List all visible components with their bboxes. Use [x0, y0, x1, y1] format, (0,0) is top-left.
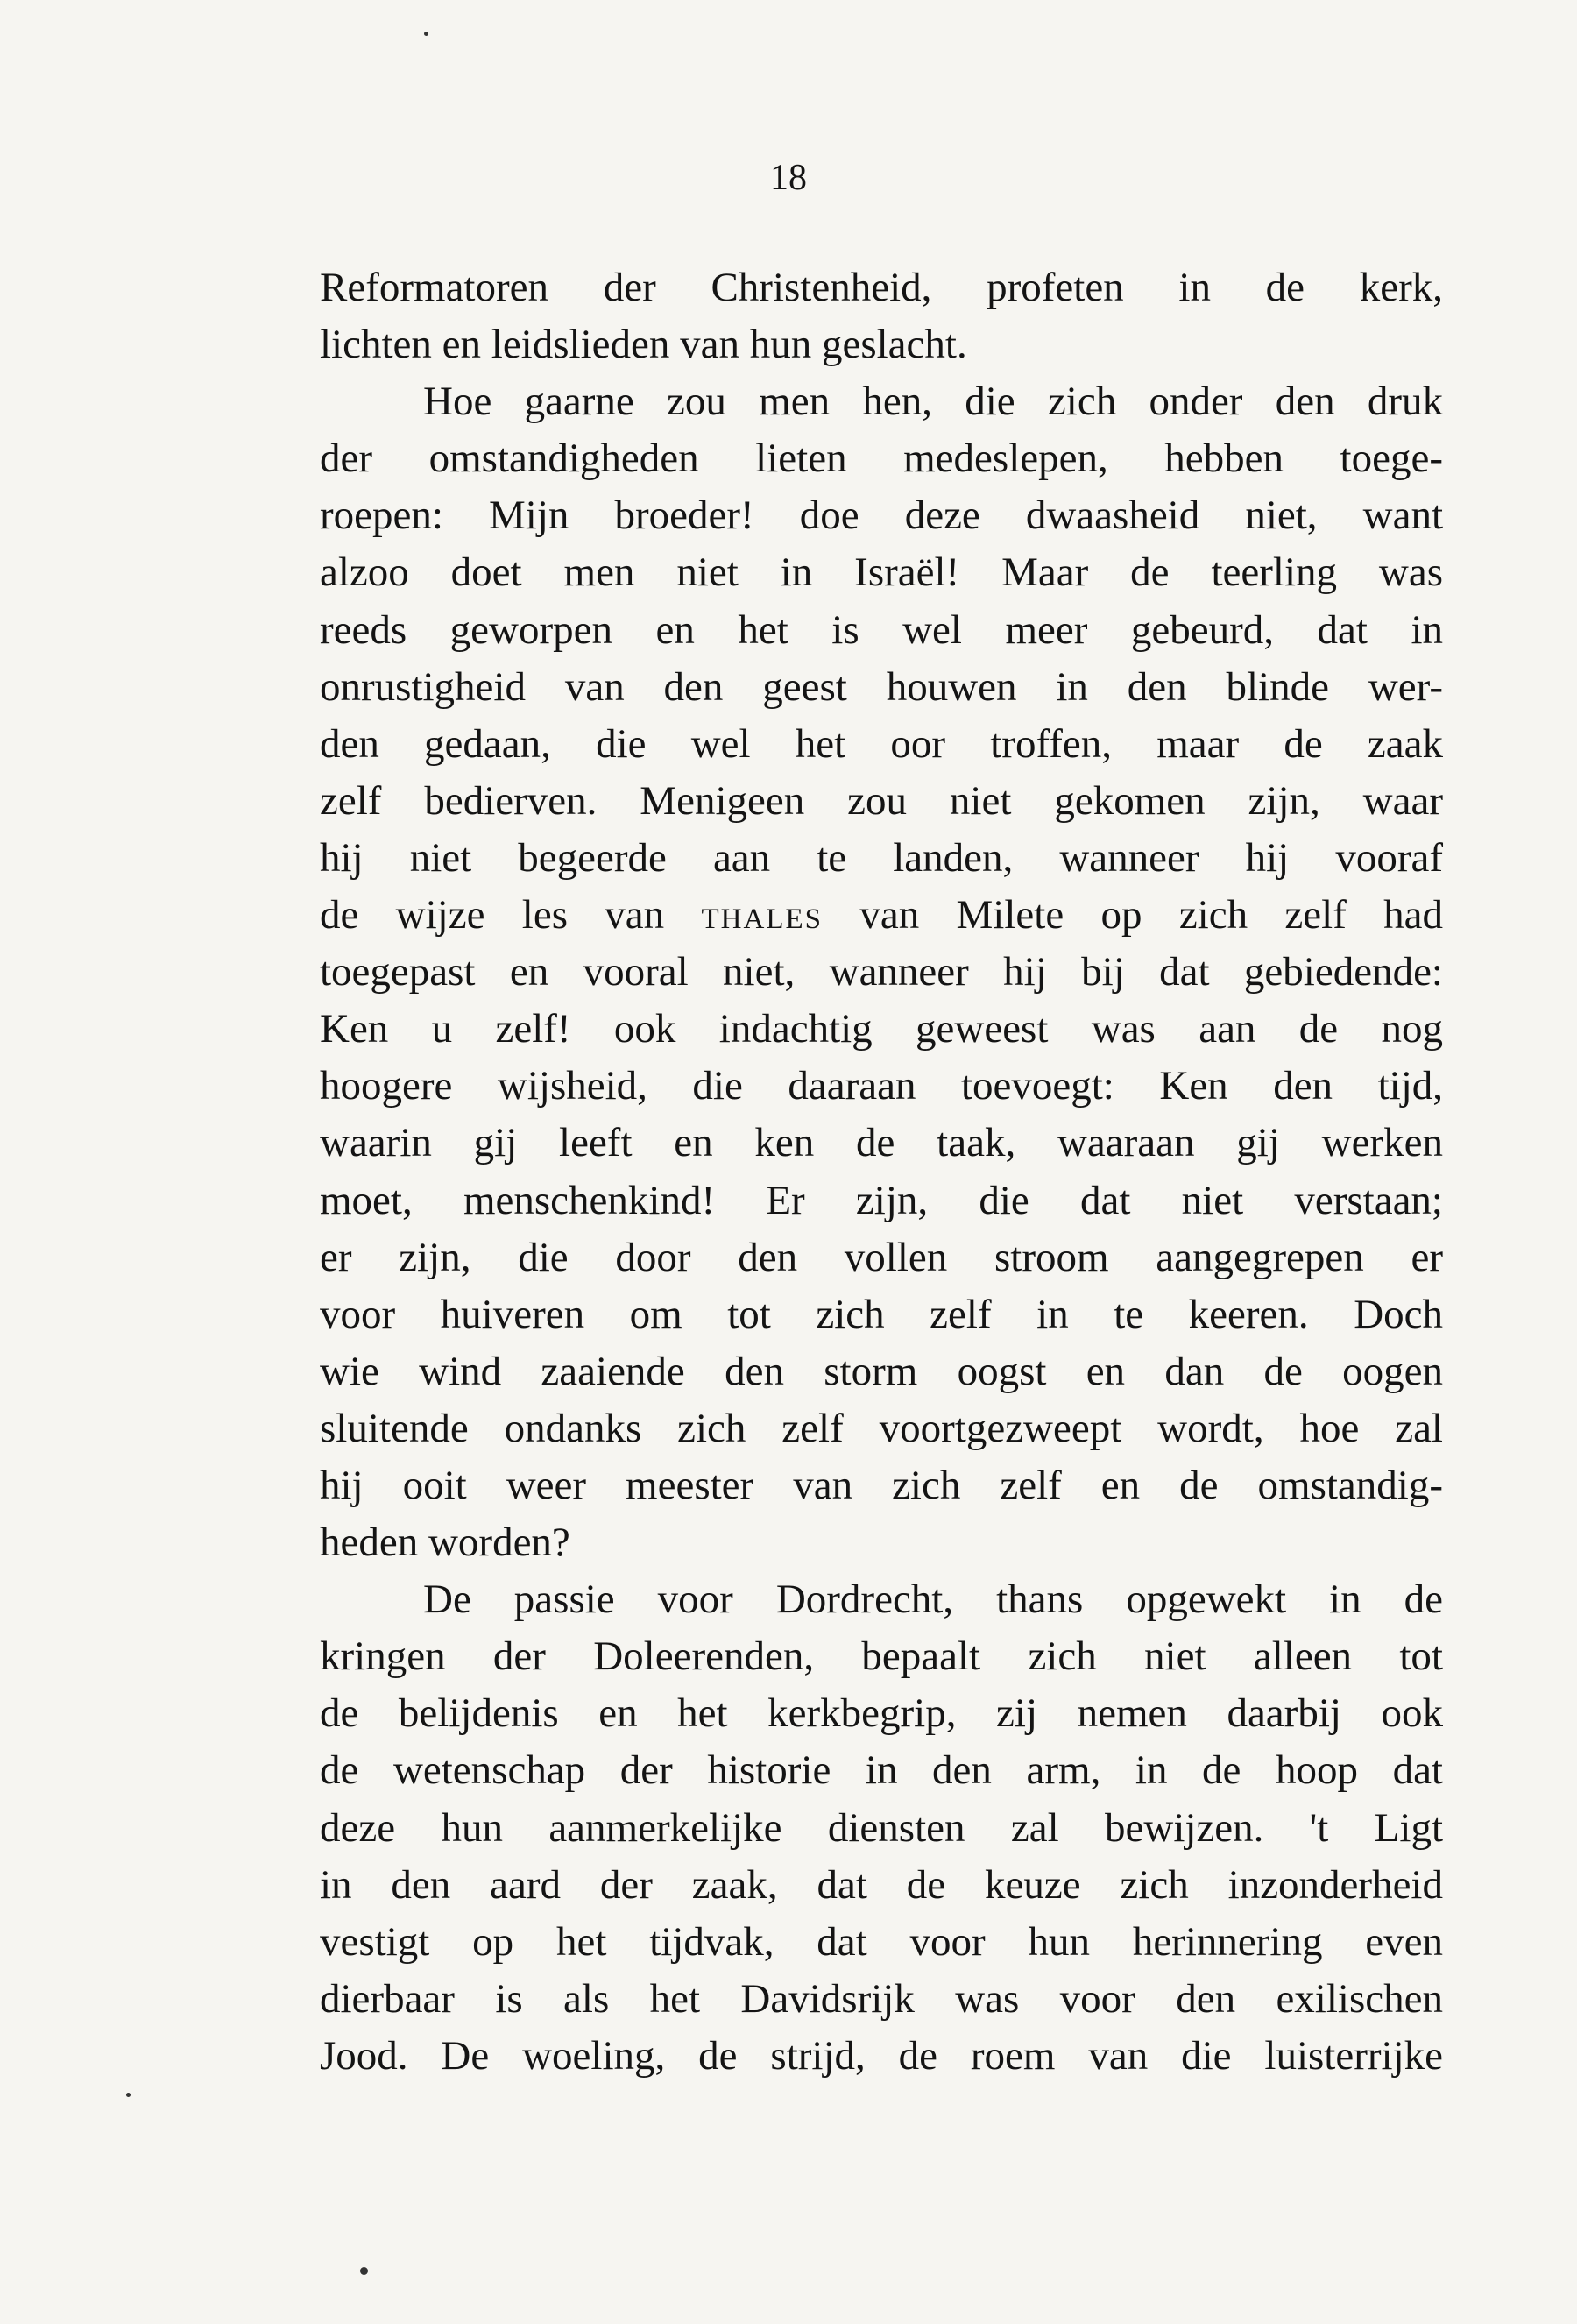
text-line: heden worden?	[320, 1520, 570, 1566]
text-line: deze hun aanmerkelijke diensten zal bewijzen. 't Ligt	[320, 1804, 1443, 1851]
paper-speck	[126, 2093, 131, 2097]
text-fragment: van Milete op zich zelf had	[859, 892, 1444, 939]
text-line: dierbaar is als het Davidsrijk was voor den exilischen	[320, 1975, 1443, 2022]
text-line: alzoo doet men niet in Israël! Maar de teerling was	[320, 549, 1443, 596]
text-line: er zijn, die door den vollen stroom aangegrepen er	[320, 1234, 1443, 1280]
text-line: kringen der Doleerenden, bepaalt zich niet alleen tot	[320, 1633, 1443, 1680]
text-line: onrustigheid van den geest houwen in den blinde wer-	[320, 663, 1443, 710]
text-line: sluitende ondanks zich zelf voortgezweept wordt, hoe zal	[320, 1405, 1443, 1451]
text-line: de wetenschap der historie in den arm, in de hoop dat	[320, 1747, 1443, 1794]
page-number: 18	[770, 158, 807, 198]
text-line: hij ooit weer meester van zich zelf en de omstandig-	[320, 1462, 1443, 1508]
text-line: Jood. De woeling, de strijd, de roem van die luisterrijke	[320, 2032, 1443, 2079]
paper-speck	[360, 2267, 368, 2275]
text-line: de belijdenis en het kerkbegrip, zij nemen daarbij ook	[320, 1690, 1443, 1737]
text-line: roepen: Mijn broeder! doe deze dwaasheid niet, want	[320, 492, 1443, 539]
small-caps-name: thales	[701, 892, 823, 939]
text-line: vestigt op het tijdvak, dat voor hun herinnering even	[320, 1918, 1443, 1965]
text-line: Reformatoren der Christenheid, profeten in de kerk,	[320, 265, 1443, 310]
text-line: wie wind zaaiende den storm oogst en dan de oogen	[320, 1348, 1443, 1394]
text-line: voor huiveren om tot zich zelf in te keeren. Doch	[320, 1291, 1443, 1337]
body-text	[320, 259, 1443, 2085]
text-line: zelf bedierven. Menigeen zou niet gekomen zijn, waar	[320, 777, 1443, 824]
text-line: den gedaan, die wel het oor troffen, maar de zaak	[320, 720, 1443, 767]
paper-speck	[424, 32, 428, 36]
text-line: toegepast en vooral niet, wanneer hij bij dat gebiedende:	[320, 949, 1443, 995]
text-line: lichten en leidslieden van hun geslacht.	[320, 322, 967, 368]
text-line: hoogere wijsheid, die daaraan toevoegt: Ken den tijd,	[320, 1063, 1443, 1109]
text-line: hij niet begeerde aan te landen, wanneer hij vooraf	[320, 834, 1443, 881]
text-line: De passie voor Dordrecht, thans opgewekt in de	[423, 1576, 1443, 1623]
text-line: Ken u zelf! ook indachtig geweest was aan de nog	[320, 1006, 1443, 1052]
text-line: reeds geworpen en het is wel meer gebeurd, dat in	[320, 606, 1443, 653]
text-line: der omstandigheden lieten medeslepen, hebben toege-	[320, 436, 1443, 482]
text-line: waarin gij leeft en ken de taak, waaraan gij werken	[320, 1120, 1443, 1166]
text-line: moet, menschenkind! Er zijn, die dat niet verstaan;	[320, 1177, 1443, 1223]
text-line: in den aard der zaak, dat de keuze zich inzonderheid	[320, 1861, 1443, 1908]
text-line	[320, 887, 1443, 944]
text-line: Hoe gaarne zou men hen, die zich onder den druk	[423, 379, 1443, 425]
text-fragment: de wijze les van	[320, 892, 665, 939]
